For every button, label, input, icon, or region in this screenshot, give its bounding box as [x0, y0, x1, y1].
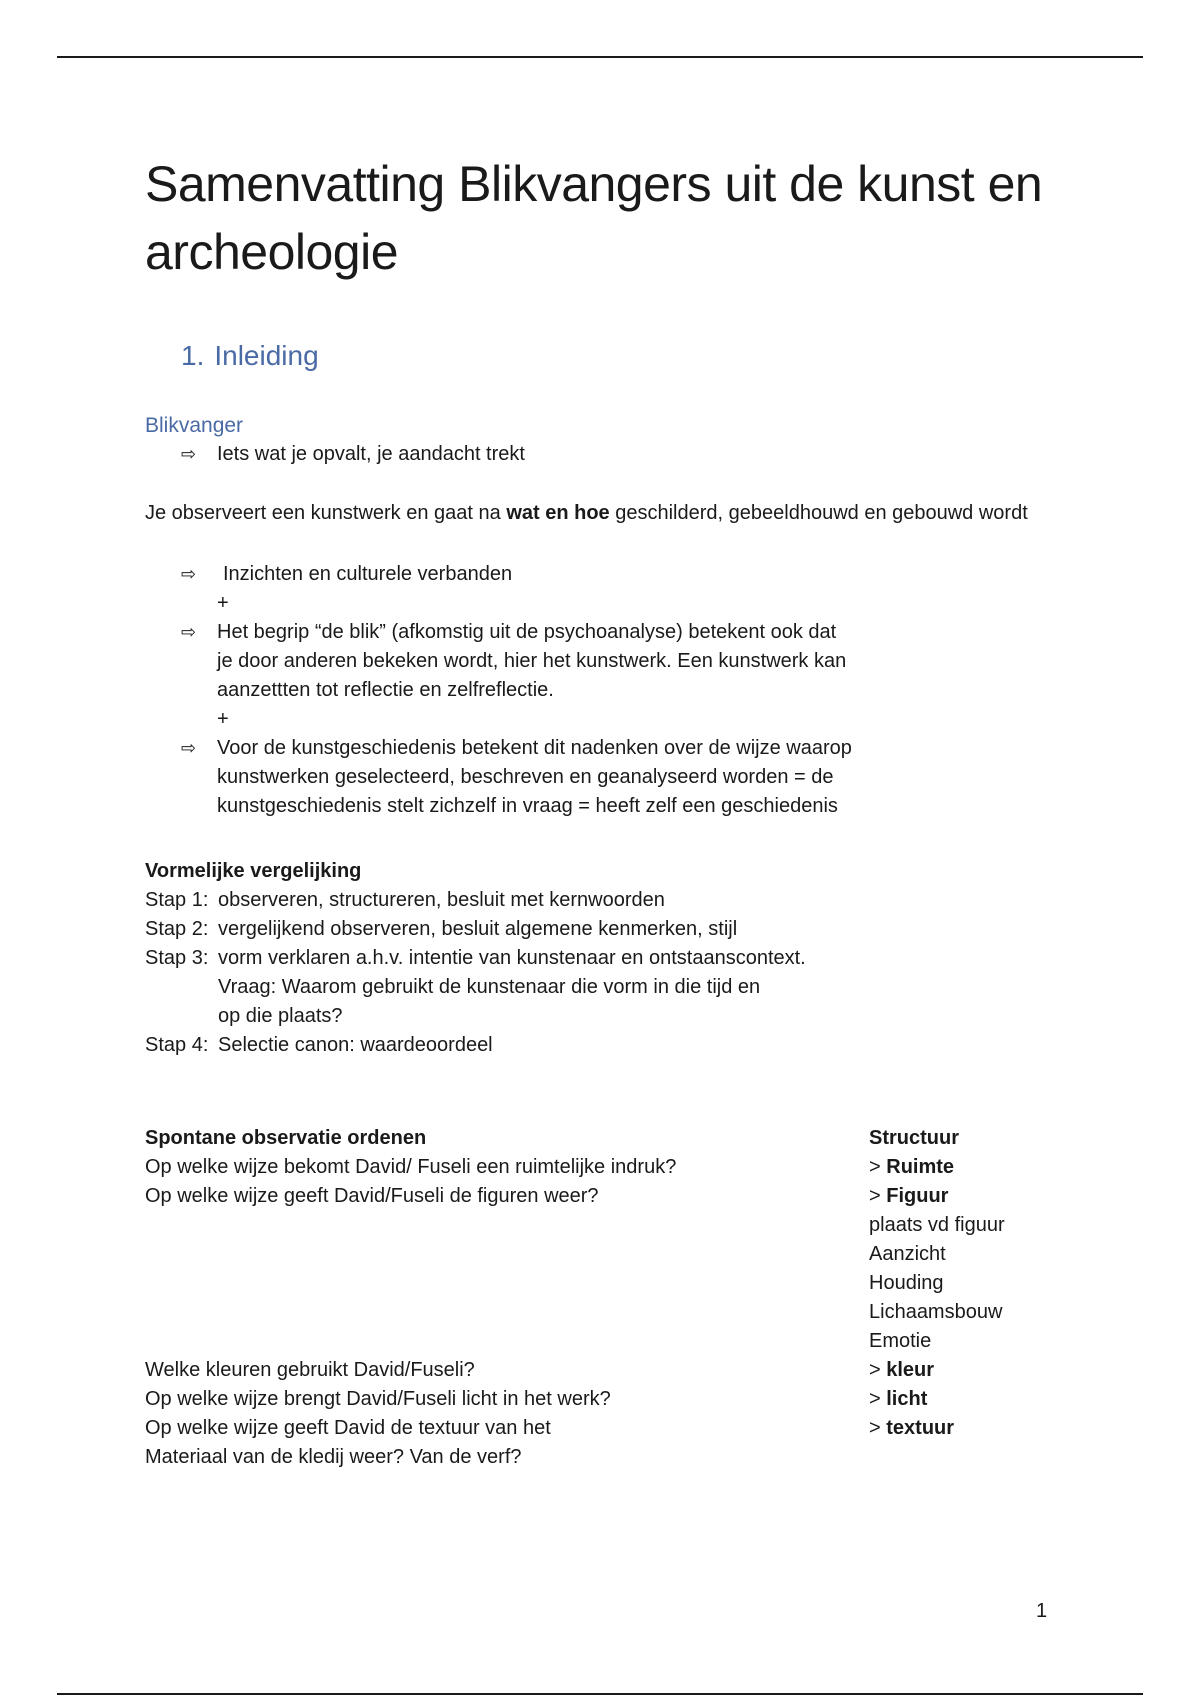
point-item	[145, 560, 837, 589]
structure-item: > Figuur	[869, 1185, 949, 1207]
step-row	[145, 886, 1105, 915]
arrow-icon: ⇨	[181, 444, 197, 464]
structure-item: > Ruimte	[869, 1156, 955, 1178]
question-line: Op welke wijze geeft David de textuur van het	[145, 1417, 551, 1439]
figure-sub-item: Lichaamsbouw	[869, 1301, 1003, 1323]
definition-item	[145, 440, 1105, 469]
step-text	[218, 944, 1105, 1031]
point-list	[145, 560, 1105, 821]
step-text: observeren, structureren, besluit met kernwoorden	[218, 889, 665, 911]
vormelijke-heading: Vormelijke vergelijking	[145, 860, 362, 882]
question-line: Welke kleuren gebruikt David/Fuseli?	[145, 1359, 475, 1381]
top-rule	[57, 56, 1143, 58]
step-question-line: op die plaats?	[218, 1005, 343, 1027]
structure-item: > kleur	[869, 1359, 935, 1381]
question-line: Materiaal van de kledij weer? Van de verf?	[145, 1446, 522, 1468]
step-label: Stap 4:	[145, 1034, 209, 1056]
questions-column	[145, 1124, 865, 1472]
step-text: vergelijkend observeren, besluit algemene kenmerken, stijl	[218, 918, 738, 940]
section-heading	[181, 336, 319, 376]
plus-sign: +	[217, 708, 229, 730]
step-row	[145, 915, 1105, 944]
point-item	[145, 734, 857, 821]
figure-sub-item: Aanzicht	[869, 1243, 946, 1265]
step-label: Stap 3:	[145, 947, 209, 969]
structure-item: > textuur	[869, 1417, 955, 1439]
point-item	[145, 618, 857, 705]
subheading-blikvanger: Blikvanger	[145, 414, 244, 437]
step-question-line: Vraag: Waarom gebruikt de kunstenaar die vorm in die tijd en	[218, 976, 761, 998]
step-label: Stap 2:	[145, 918, 209, 940]
structure-heading: Structuur	[869, 1127, 959, 1149]
observe-text-end: geschilderd, gebeeldhouwd en gebouwd wordt	[609, 502, 1028, 524]
observe-paragraph	[145, 499, 1105, 528]
step-text: Selectie canon: waardeoordeel	[218, 1034, 493, 1056]
arrow-icon: ⇨	[181, 738, 197, 758]
definition-text: Iets wat je opvalt, je aandacht trekt	[217, 443, 525, 465]
plus-sign: +	[217, 592, 229, 614]
step-text-line: vorm verklaren a.h.v. intentie van kunstenaar en ontstaanscontext.	[218, 947, 806, 969]
arrow-icon: ⇨	[181, 622, 197, 642]
structure-column	[869, 1124, 1099, 1443]
page-number: 1	[1036, 1600, 1048, 1622]
observe-text-start: Je observeert een kunstwerk en gaat na	[145, 502, 507, 524]
bottom-rule	[57, 1693, 1143, 1695]
step-row	[145, 1031, 1105, 1060]
arrow-icon: ⇨	[181, 564, 197, 584]
vormelijke-section	[145, 857, 1105, 1060]
figure-sub-item: Emotie	[869, 1330, 932, 1352]
document-title: Samenvatting Blikvangers uit de kunst en archeologie	[145, 156, 1043, 280]
figure-sub-item: plaats vd figuur	[869, 1214, 1005, 1236]
observe-bold: wat en hoe	[506, 502, 610, 524]
point-text: Inzichten en culturele verbanden	[223, 563, 513, 585]
question-line: Op welke wijze brengt David/Fuseli licht in het werk?	[145, 1388, 611, 1410]
spontaan-heading: Spontane observatie ordenen	[145, 1127, 427, 1149]
figure-sub-item: Houding	[869, 1272, 944, 1294]
point-text: Het begrip “de blik” (afkomstig uit de psychoanalyse) betekent ook dat je door anderen bekeken wordt, hier het kunstwerk. Een kunstwerk kan aanzettten tot reflectie en zelfreflectie.	[217, 621, 847, 701]
question-line: Op welke wijze bekomt David/ Fuseli een ruimtelijke indruk?	[145, 1156, 677, 1178]
question-line: Op welke wijze geeft David/Fuseli de figuren weer?	[145, 1185, 599, 1207]
structure-item: > licht	[869, 1388, 928, 1410]
section-title: Inleiding	[214, 340, 319, 371]
step-label: Stap 1:	[145, 889, 209, 911]
section-number: 1.	[181, 340, 205, 371]
point-text: Voor de kunstgeschiedenis betekent dit nadenken over de wijze waarop kunstwerken geselecteerd, beschreven en geanalyseerd worden = de kunstgeschiedenis stelt zichzelf in vraag = heeft zelf een geschiedenis	[217, 737, 852, 817]
step-row	[145, 944, 1105, 1031]
